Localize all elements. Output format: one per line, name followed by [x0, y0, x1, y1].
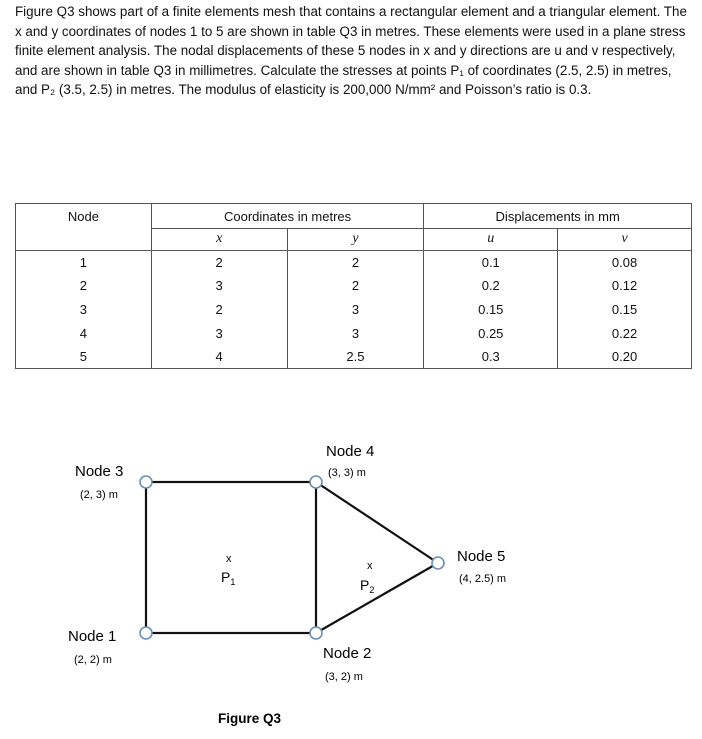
header-v: v — [558, 229, 692, 251]
cell-v: 0.08 — [558, 250, 692, 274]
cell-x: 2 — [151, 298, 287, 322]
cell-y: 3 — [287, 321, 424, 345]
cell-v: 0.12 — [558, 274, 692, 298]
cell-y: 2 — [287, 250, 424, 274]
table-row — [16, 298, 692, 322]
cell-y: 3 — [287, 298, 424, 322]
node-3-label: Node 3 — [75, 463, 124, 480]
cell-x: 3 — [151, 321, 287, 345]
node-2-marker — [310, 627, 322, 639]
p1-subscript: 1 — [230, 577, 236, 587]
cell-node: 4 — [16, 321, 152, 345]
node-2-coords: (3, 2) m — [325, 671, 363, 683]
node-5-marker — [432, 557, 444, 569]
node-3-coords: (2, 3) m — [80, 489, 118, 501]
table-row — [16, 250, 692, 274]
node-5-coords: (4, 2.5) m — [459, 573, 507, 585]
p1-label — [221, 569, 235, 587]
cell-node: 1 — [16, 250, 152, 274]
header-x: x — [151, 229, 287, 251]
cell-u: 0.3 — [424, 345, 558, 369]
p2-subscript: 2 — [369, 585, 375, 595]
node-4-label: Node 4 — [326, 443, 375, 460]
header-u: u — [424, 229, 558, 251]
cell-v: 0.22 — [558, 321, 692, 345]
cell-v: 0.15 — [558, 298, 692, 322]
figure-q3 — [0, 420, 702, 739]
cell-u: 0.25 — [424, 321, 558, 345]
p2-label — [360, 577, 374, 595]
node-4-coords: (3, 3) m — [328, 467, 366, 479]
node-4-marker — [310, 476, 322, 488]
p1-marker: x — [226, 553, 232, 565]
node-2-label: Node 2 — [323, 645, 372, 662]
cell-u: 0.1 — [424, 250, 558, 274]
header-node-blank — [16, 229, 152, 251]
node-1-coords: (2, 2) m — [74, 654, 112, 666]
cell-node: 5 — [16, 345, 152, 369]
cell-u: 0.15 — [424, 298, 558, 322]
table-row — [16, 345, 692, 369]
cell-y: 2 — [287, 274, 424, 298]
p1-letter: P — [221, 569, 231, 585]
table-row — [16, 274, 692, 298]
header-node: Node — [16, 204, 152, 229]
p2-letter: P — [360, 577, 370, 593]
cell-node: 3 — [16, 298, 152, 322]
node-1-label: Node 1 — [68, 628, 117, 645]
triangular-element — [316, 482, 438, 633]
cell-x: 4 — [151, 345, 287, 369]
header-displacements: Displacements in mm — [424, 204, 692, 229]
p2-marker: x — [367, 560, 373, 572]
cell-x: 2 — [151, 250, 287, 274]
node-3-marker — [140, 476, 152, 488]
cell-y: 2.5 — [287, 345, 424, 369]
header-y: y — [287, 229, 424, 251]
node-1-marker — [140, 627, 152, 639]
figure-caption: Figure Q3 — [218, 711, 282, 726]
cell-u: 0.2 — [424, 274, 558, 298]
node-5-label: Node 5 — [457, 548, 506, 565]
header-coordinates: Coordinates in metres — [151, 204, 424, 229]
cell-v: 0.20 — [558, 345, 692, 369]
cell-node: 2 — [16, 274, 152, 298]
table-q3 — [15, 203, 692, 369]
cell-x: 3 — [151, 274, 287, 298]
question-text: Figure Q3 shows part of a finite elements mesh that contains a rectangular element and a triangular element. The x and y coordinates of nodes 1 to 5 are shown in table Q3 in metres. These elements were used in a plane stress finite element analysis. The nodal displacements of these 5 nodes in x and y directions are u and v respectively, and are shown in table Q3 in millimetres. Calculate the stresses at points P₁ of coordinates (2.5, 2.5) in metres, and P₂ (3.5, 2.5) in metres. The modulus of elasticity is 200,000 N/mm² and Poisson’s ratio is 0.3. — [15, 4, 687, 98]
table-row — [16, 321, 692, 345]
